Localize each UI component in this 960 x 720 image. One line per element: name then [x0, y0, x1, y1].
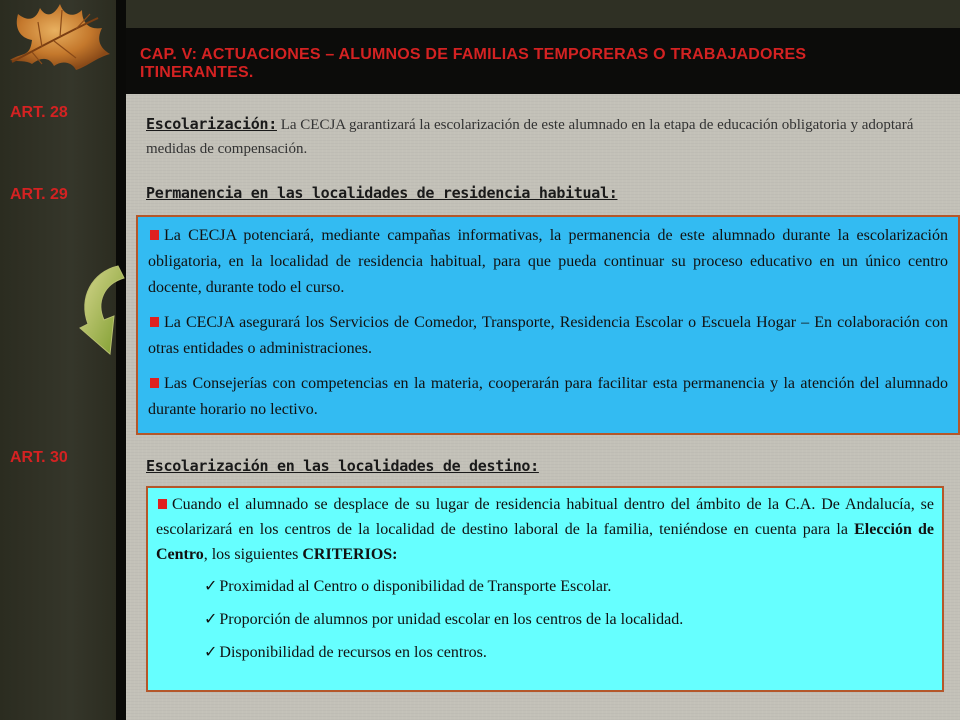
criteria-item: ✓ Proximidad al Centro o disponibilidad de Transporte Escolar.: [204, 576, 612, 595]
red-square-bullet-icon: [150, 230, 159, 240]
destino-intro: Cuando el alumnado se desplace de su lugar de residencia habitual dentro del ámbito de la C.A. De Andalucía, se escolarizará en los centros de la localidad de destino laboral de la familia, teniéndose en cuenta para la Elección de Centro, los siguientes CRITERIOS:: [156, 496, 935, 563]
checkmark-icon: ✓: [204, 609, 218, 628]
article-label-28: ART. 28: [10, 104, 68, 121]
destino-box: [146, 486, 944, 692]
escolarizacion-text: La CECJA garantizará la escolarización de este alumnado en la etapa de educación obligatoria y adoptará medidas de compensación.: [146, 117, 914, 157]
destino-heading: Escolarización en las localidades de destino:: [146, 457, 539, 475]
checkmark-icon: ✓: [204, 642, 218, 661]
criteria-item: ✓ Disponibilidad de recursos en los centros.: [204, 642, 487, 661]
escolarizacion-paragraph: [146, 112, 936, 161]
curved-arrow-icon: [74, 262, 144, 362]
list-item: Las Consejerías con competencias en la materia, cooperarán para facilitar esta permanencia y la atención del alumnado durante horario no lectivo.: [148, 375, 948, 418]
chapter-title: CAP. V: ACTUACIONES – ALUMNOS DE FAMILIAS TEMPORERAS O TRABAJADORES ITINERANTES.: [140, 46, 807, 81]
list-item: La CECJA potenciará, mediante campañas informativas, la permanencia de este alumnado durante la escolarización obligatoria, en la localidad de residencia habitual, para que pueda continuar su proceso educativo en un único centro docente, durante todo el curso.: [148, 227, 948, 296]
top-band: [126, 0, 960, 28]
criteria-item: ✓ Proporción de alumnos por unidad escolar en los centros de la localidad.: [204, 609, 684, 628]
article-label-30: ART. 30: [10, 449, 68, 466]
permanencia-heading: Permanencia en las localidades de residencia habitual:: [146, 184, 618, 202]
permanencia-box: [136, 215, 960, 435]
red-square-bullet-icon: [158, 499, 167, 509]
leaf-icon: [2, 0, 112, 75]
escolarizacion-term: Escolarización:: [146, 115, 277, 133]
list-item: La CECJA asegurará los Servicios de Comedor, Transporte, Residencia Escolar o Escuela Hogar – En colaboración con otras entidades o administraciones.: [148, 314, 948, 357]
red-square-bullet-icon: [150, 317, 159, 327]
red-square-bullet-icon: [150, 378, 159, 388]
checkmark-icon: ✓: [204, 576, 218, 595]
article-label-29: ART. 29: [10, 186, 68, 203]
